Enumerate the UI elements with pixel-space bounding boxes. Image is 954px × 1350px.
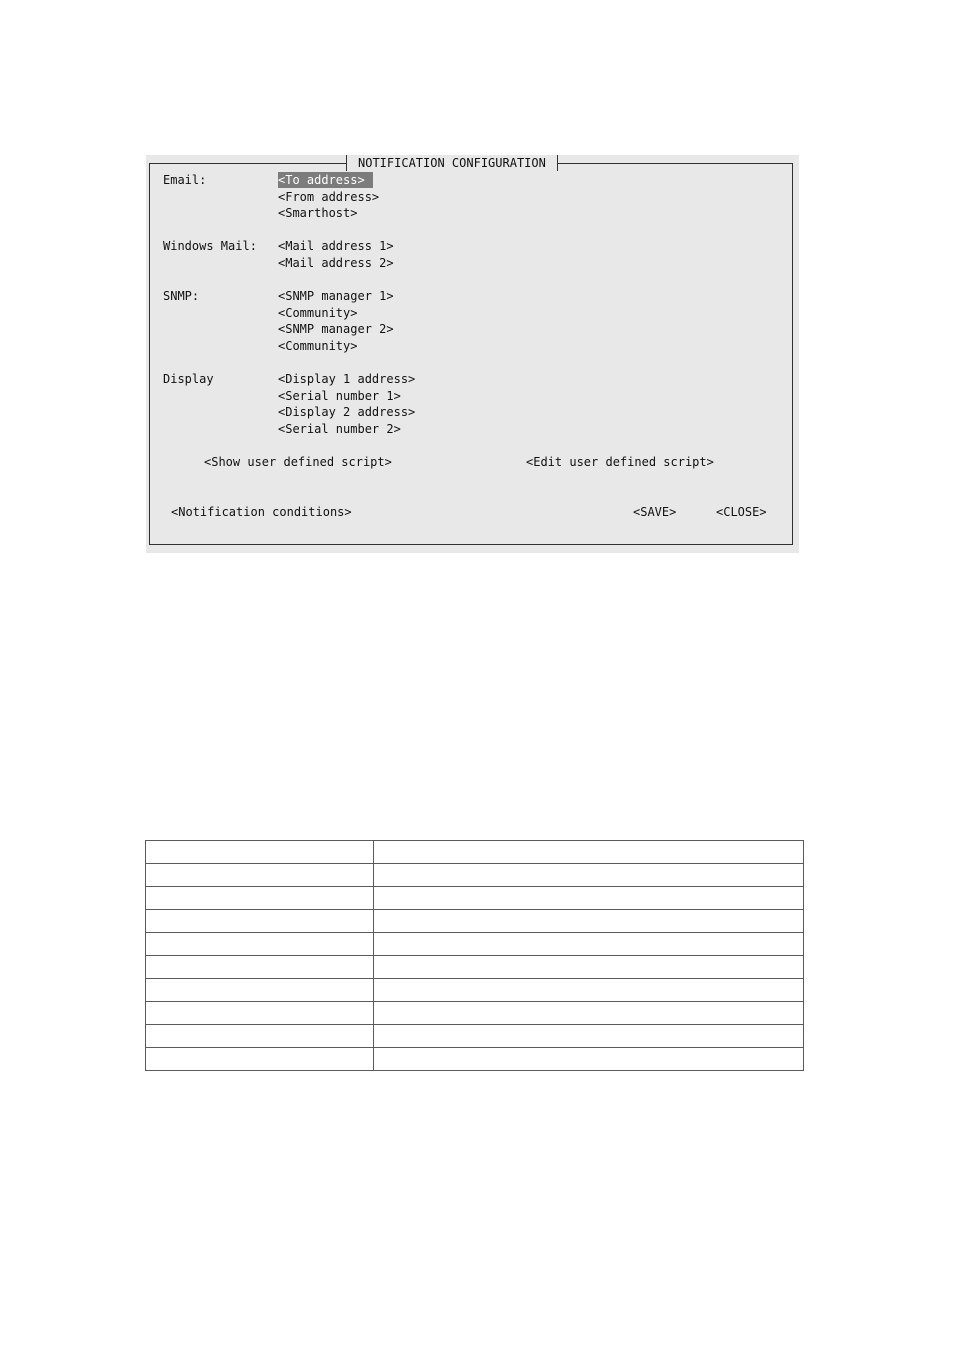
snmp-manager-1-field[interactable]: <SNMP manager 1> [278,289,394,303]
smarthost-field[interactable]: <Smarthost> [278,206,358,220]
table-cell [146,864,374,887]
table-cell [374,1048,804,1071]
table-row [146,887,804,910]
snmp-manager-2-field[interactable]: <SNMP manager 2> [278,322,394,336]
table-cell [374,1025,804,1048]
snmp-label: SNMP: [163,289,200,303]
dialog-title: NOTIFICATION CONFIGURATION [346,155,558,171]
table-cell [374,956,804,979]
table-cell [374,887,804,910]
table-cell [146,956,374,979]
table-row [146,933,804,956]
table-cell [374,841,804,864]
table-row [146,1025,804,1048]
display-label: Display [163,372,214,386]
save-button[interactable]: <SAVE> [633,505,677,519]
mail-address-1-field[interactable]: <Mail address 1> [278,239,394,253]
table-cell [146,933,374,956]
empty-table [145,840,804,1071]
email-label: Email: [163,173,207,187]
display-2-address-field[interactable]: <Display 2 address> [278,405,416,419]
table-row [146,1002,804,1025]
community-2-field[interactable]: <Community> [278,339,358,353]
dialog-frame [149,163,793,545]
table-cell [374,979,804,1002]
windows-mail-label: Windows Mail: [163,239,257,253]
table-cell [374,933,804,956]
show-user-defined-script-button[interactable]: <Show user defined script> [204,455,392,469]
from-address-field[interactable]: <From address> [278,190,380,204]
display-1-address-field[interactable]: <Display 1 address> [278,372,416,386]
table-cell [146,887,374,910]
table-row [146,864,804,887]
table-cell [146,1002,374,1025]
table-cell [146,1025,374,1048]
table-row [146,841,804,864]
table-cell [146,1048,374,1071]
table-row [146,956,804,979]
table-cell [146,841,374,864]
table-row [146,910,804,933]
table-cell [374,864,804,887]
table-cell [374,910,804,933]
table-cell [374,1002,804,1025]
mail-address-2-field[interactable]: <Mail address 2> [278,256,394,270]
table-row [146,979,804,1002]
table-cell [146,910,374,933]
table-row [146,1048,804,1071]
edit-user-defined-script-button[interactable]: <Edit user defined script> [526,455,714,469]
serial-number-2-field[interactable]: <Serial number 2> [278,422,401,436]
to-address-field[interactable]: <To address> [278,172,373,188]
community-1-field[interactable]: <Community> [278,306,358,320]
close-button[interactable]: <CLOSE> [716,505,767,519]
table-cell [146,979,374,1002]
notification-conditions-button[interactable]: <Notification conditions> [171,505,352,519]
serial-number-1-field[interactable]: <Serial number 1> [278,389,401,403]
